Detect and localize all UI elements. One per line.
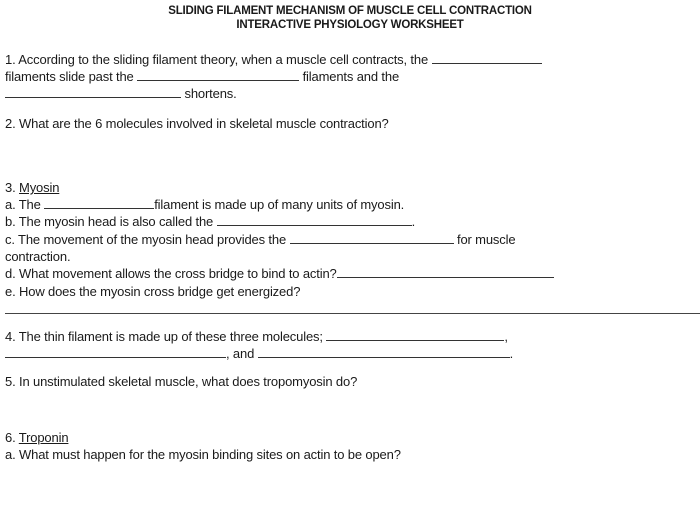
answer-blank[interactable]: [326, 329, 504, 341]
answer-blank[interactable]: [5, 346, 226, 358]
answer-blank[interactable]: [432, 52, 542, 64]
section-heading-myosin: Myosin: [19, 180, 60, 195]
question-3b: [5, 214, 415, 230]
question-text: a. The: [5, 197, 41, 212]
question-1-line-2: [5, 69, 399, 85]
answer-blank[interactable]: [290, 232, 454, 244]
question-3d: [5, 266, 554, 282]
question-3c: [5, 232, 515, 248]
question-1-text: 1. According to the sliding filament theory, when a muscle cell contracts, the: [5, 52, 429, 67]
question-6-heading: [5, 430, 68, 446]
question-1-text: filaments slide past the: [5, 69, 134, 84]
question-4-line-1: [5, 329, 508, 345]
question-6a: a. What must happen for the myosin binding sites on actin to be open?: [5, 447, 401, 462]
question-1-line-1: [5, 52, 542, 68]
worksheet-subtitle: INTERACTIVE PHYSIOLOGY WORKSHEET: [236, 19, 464, 31]
question-1-text: filaments and the: [302, 69, 400, 84]
question-3a: [5, 197, 404, 213]
question-1-line-3: [5, 86, 237, 102]
answer-blank[interactable]: [137, 69, 299, 81]
section-heading-troponin: Troponin: [18, 430, 69, 445]
answer-blank[interactable]: [337, 266, 554, 278]
question-3e: e. How does the myosin cross bridge get energized?: [5, 284, 301, 299]
question-text: c. The movement of the myosin head provides the: [5, 232, 287, 247]
worksheet-title: SLIDING FILAMENT MECHANISM OF MUSCLE CELL CONTRACTION: [168, 5, 532, 17]
punctuation: .: [509, 346, 514, 361]
question-3c-continued: contraction.: [5, 249, 71, 264]
answer-blank[interactable]: [258, 346, 510, 358]
answer-line[interactable]: [5, 313, 700, 314]
question-text: b. The myosin head is also called the: [5, 214, 214, 229]
question-text: filament is made up of many units of myosin.: [154, 197, 405, 212]
question-1-text: shortens.: [184, 86, 237, 101]
punctuation: ,: [504, 329, 508, 344]
question-4-line-2: [5, 346, 513, 362]
answer-blank[interactable]: [5, 86, 181, 98]
question-text: d. What movement allows the cross bridge to bind to actin?: [5, 266, 337, 281]
answer-blank[interactable]: [217, 214, 412, 226]
question-3-heading: [5, 180, 59, 196]
answer-blank[interactable]: [44, 197, 154, 209]
question-number: 6.: [5, 430, 16, 445]
question-number: 3.: [5, 180, 16, 195]
question-text: , and: [226, 346, 255, 361]
question-text: .: [411, 214, 416, 229]
question-text: for muscle: [456, 232, 516, 247]
question-2: 2. What are the 6 molecules involved in skeletal muscle contraction?: [5, 116, 389, 131]
question-text: 4. The thin filament is made up of these three molecules;: [5, 329, 323, 344]
question-5: 5. In unstimulated skeletal muscle, what does tropomyosin do?: [5, 374, 358, 389]
